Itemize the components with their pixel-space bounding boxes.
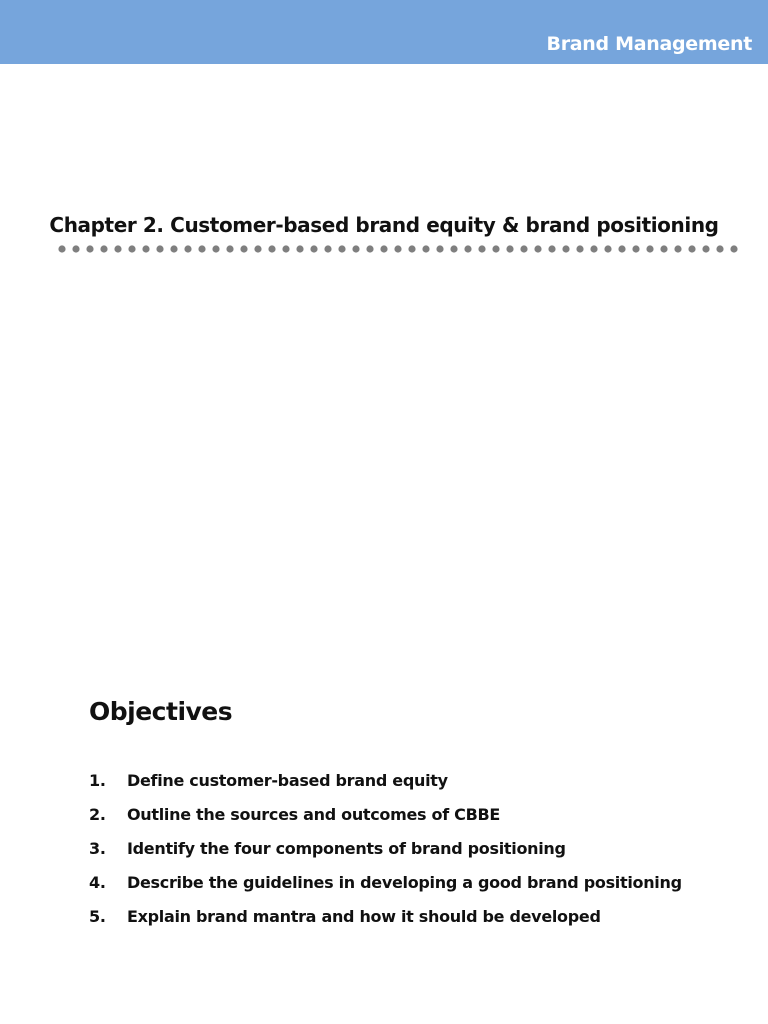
divider-dot bbox=[520, 245, 527, 252]
divider-dot bbox=[352, 245, 359, 252]
divider-dot bbox=[674, 245, 681, 252]
divider-dot bbox=[282, 245, 289, 252]
objective-text: Identify the four components of brand positioning bbox=[127, 839, 566, 858]
objective-item bbox=[89, 839, 729, 873]
divider-dot bbox=[226, 245, 233, 252]
divider-dot bbox=[660, 245, 667, 252]
divider-dot bbox=[296, 245, 303, 252]
divider-dot bbox=[492, 245, 499, 252]
header-band bbox=[0, 0, 768, 64]
divider-dot bbox=[380, 245, 387, 252]
divider-dot bbox=[212, 245, 219, 252]
divider-dot bbox=[716, 245, 723, 252]
objectives-heading: Objectives bbox=[89, 697, 233, 726]
objective-text: Describe the guidelines in developing a good brand positioning bbox=[127, 873, 682, 892]
divider-dot bbox=[72, 245, 79, 252]
objective-number: 4. bbox=[89, 873, 106, 892]
header-title: Brand Management bbox=[546, 33, 752, 55]
divider-dot bbox=[534, 245, 541, 252]
divider-dot bbox=[436, 245, 443, 252]
divider-dot bbox=[688, 245, 695, 252]
divider-dot bbox=[114, 245, 121, 252]
divider-dot bbox=[464, 245, 471, 252]
objective-item bbox=[89, 771, 729, 805]
objective-item bbox=[89, 873, 729, 907]
divider-dot bbox=[100, 245, 107, 252]
divider-dot bbox=[198, 245, 205, 252]
divider-dot bbox=[128, 245, 135, 252]
divider-dot bbox=[604, 245, 611, 252]
divider-dot bbox=[366, 245, 373, 252]
divider-dot bbox=[324, 245, 331, 252]
divider-dot bbox=[254, 245, 261, 252]
divider-dot bbox=[646, 245, 653, 252]
divider-dot bbox=[562, 245, 569, 252]
objective-number: 5. bbox=[89, 907, 106, 926]
divider-dot bbox=[632, 245, 639, 252]
objective-item bbox=[89, 907, 729, 941]
divider-dot bbox=[86, 245, 93, 252]
dotted-divider bbox=[56, 243, 740, 255]
divider-dot bbox=[548, 245, 555, 252]
objectives-list bbox=[89, 771, 729, 941]
divider-dot bbox=[730, 245, 737, 252]
objective-item bbox=[89, 805, 729, 839]
chapter-title: Chapter 2. Customer-based brand equity & brand positioning bbox=[49, 213, 719, 237]
divider-dot bbox=[618, 245, 625, 252]
objective-number: 3. bbox=[89, 839, 106, 858]
objective-text: Outline the sources and outcomes of CBBE bbox=[127, 805, 501, 824]
divider-dot bbox=[240, 245, 247, 252]
divider-dot bbox=[156, 245, 163, 252]
divider-dot bbox=[422, 245, 429, 252]
objective-text: Define customer-based brand equity bbox=[127, 771, 448, 790]
divider-dot bbox=[310, 245, 317, 252]
divider-dot bbox=[142, 245, 149, 252]
divider-dot bbox=[590, 245, 597, 252]
divider-dot bbox=[338, 245, 345, 252]
divider-dot bbox=[478, 245, 485, 252]
divider-dot bbox=[576, 245, 583, 252]
objective-text: Explain brand mantra and how it should be developed bbox=[127, 907, 601, 926]
divider-dot bbox=[408, 245, 415, 252]
divider-dot bbox=[170, 245, 177, 252]
divider-dot bbox=[58, 245, 65, 252]
objective-number: 1. bbox=[89, 771, 106, 790]
divider-dot bbox=[268, 245, 275, 252]
objective-number: 2. bbox=[89, 805, 106, 824]
divider-dot bbox=[450, 245, 457, 252]
divider-dot bbox=[506, 245, 513, 252]
divider-dot bbox=[184, 245, 191, 252]
divider-dot bbox=[702, 245, 709, 252]
divider-dot bbox=[394, 245, 401, 252]
